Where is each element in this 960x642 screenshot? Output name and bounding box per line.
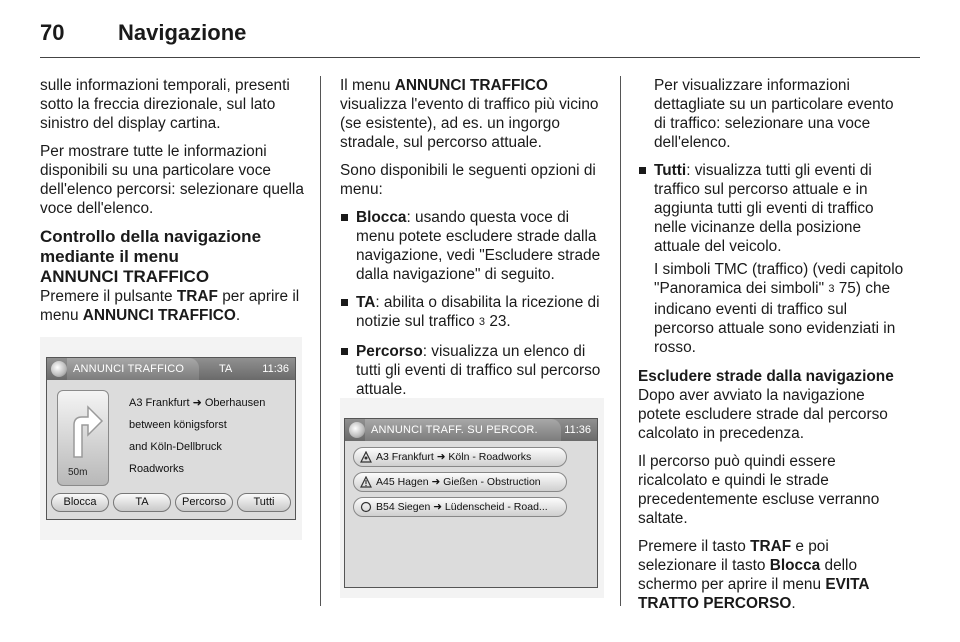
blocca-button[interactable]: Blocca (51, 493, 109, 512)
page-ref: 75) (838, 280, 861, 297)
text: che indicano eventi di traffico sul percorso attuale sono evidenziati in rosso. (654, 280, 896, 356)
list-item (638, 161, 904, 256)
traffic-screen-figure (40, 337, 302, 540)
bullet-square-icon (341, 214, 348, 221)
traf-key: TRAF (750, 538, 792, 555)
list-item (340, 293, 606, 333)
option-label: TA (356, 294, 376, 311)
list-item (340, 208, 606, 284)
bullet-square-icon (341, 348, 348, 355)
display-screen (344, 418, 598, 588)
page-header (40, 18, 920, 58)
text: . (791, 595, 796, 612)
circle-icon (360, 501, 372, 513)
ta-button[interactable]: TA (113, 493, 171, 512)
text: : visualizza un elenco di tutti gli eventi di traffico sul percorso attuale. (356, 343, 601, 398)
message-line: Roadworks (129, 463, 185, 475)
text: Il menu (340, 77, 395, 94)
list-item (340, 342, 606, 399)
text: visualizza l'evento di traffico più vicino (se esistente), ad es. un ingorgo stradale, sul percorso attuale. (340, 96, 599, 151)
roadworks-icon (360, 451, 372, 463)
option-label: Tutti (654, 162, 687, 179)
message-line: A3 Frankfurt ➜ Oberhausen (129, 397, 266, 409)
text: I simboli TMC (traffico) (vedi capitolo "Panoramica dei simboli" (654, 261, 904, 297)
screen-titlebar (345, 419, 597, 441)
route-event-text: B54 Siegen ➜ Lüdenscheid - Road... (376, 501, 548, 513)
message-line: between königsforst (129, 419, 227, 431)
direction-arrow-panel (57, 390, 109, 486)
text: : usando questa voce di menu potete escludere strade dalla navigazione, vedi "Escludere strade dalla navigazione" di seguito. (356, 209, 601, 283)
screen-title: ANNUNCI TRAFF. SU PERCOR. (371, 424, 538, 436)
heading-line: Controllo della navigazione (40, 227, 262, 246)
brand-logo-icon (51, 361, 67, 377)
message-line: and Köln-Dellbruck (129, 441, 222, 453)
blocca-key: Blocca (769, 557, 821, 574)
tutti-button[interactable]: Tutti (237, 493, 291, 512)
paragraph (40, 287, 304, 325)
route-traffic-screen-figure (340, 398, 604, 598)
text: : visualizza tutti gli eventi di traffico sul percorso attuale e in aggiunta tutti gli eventi di traffico nelle vicinanze della posizione attuale del veicolo. (654, 162, 874, 255)
traffic-message (129, 392, 265, 480)
column-1 (40, 76, 304, 334)
text: . (235, 307, 241, 324)
page-number: 70 (40, 20, 65, 45)
text: Premere il tasto (638, 538, 751, 555)
text: e poi selezionare il tasto (638, 538, 829, 574)
route-event-list (353, 447, 567, 522)
text: : abilita o disabilita la ricezione di notizie sul traffico (356, 294, 600, 330)
option-label: Percorso (356, 343, 423, 360)
column-divider (620, 76, 621, 606)
option-label: Blocca (356, 209, 407, 226)
percorso-button[interactable]: Percorso (175, 493, 233, 512)
ta-indicator: TA (219, 363, 233, 375)
page-title: Navigazione (118, 20, 247, 45)
distance-label: 50m (68, 467, 88, 478)
warning-icon (360, 476, 372, 488)
paragraph: Dopo aver avviato la navigazione potete escludere strade dal percorso calcolato in precedenza. (638, 387, 888, 442)
traf-key: TRAF (176, 288, 218, 305)
text: Premere il pulsante (40, 288, 177, 305)
section-heading (40, 227, 304, 287)
heading-line: mediante il menu (40, 247, 179, 266)
page-ref-icon: 3 (478, 316, 486, 328)
page-ref-icon: 3 (828, 283, 835, 295)
display-screen (46, 357, 296, 520)
route-event-item[interactable] (353, 472, 567, 492)
text: dello schermo per aprire il menu (638, 557, 858, 593)
paragraph (638, 260, 904, 357)
route-event-item[interactable] (353, 447, 567, 467)
menu-name: ANNUNCI TRAFFICO (394, 77, 548, 94)
paragraph: Sono disponibili le seguenti opzioni di menu: (340, 162, 596, 198)
section-heading: Escludere strade dalla navigazione (638, 368, 894, 385)
clock: 11:36 (262, 363, 289, 375)
screen-title: ANNUNCI TRAFFICO (73, 363, 185, 375)
paragraph (638, 537, 904, 613)
column-3 (638, 76, 904, 622)
column-divider (320, 76, 321, 606)
page-ref: 23. (489, 313, 511, 330)
route-event-text: A45 Hagen ➜ Gießen - Obstruction (376, 476, 541, 488)
bullet-square-icon (639, 167, 646, 174)
heading-line: ANNUNCI TRAFFICO (40, 267, 210, 286)
clock: 11:36 (564, 424, 591, 436)
column-2 (340, 76, 606, 408)
paragraph: Per mostrare tutte le informazioni disponibili su una particolare voce dell'elenco percorsi: selezionare quella voce dell'elenco. (40, 143, 304, 217)
menu-name: EVITA TRATTO PERCORSO (638, 576, 869, 612)
screen-button-row (51, 493, 291, 513)
turn-right-arrow-icon (64, 399, 104, 459)
route-event-item[interactable] (353, 497, 567, 517)
text: per aprire il menu (40, 288, 300, 324)
screen-titlebar (47, 358, 295, 380)
paragraph: Il percorso può quindi essere ricalcolato e quindi le strade precedentemente escluse verranno saltate. (638, 453, 880, 527)
paragraph: sulle informazioni temporali, presenti sotto la freccia direzionale, sul lato sinistro del display cartina. (40, 77, 290, 132)
paragraph (340, 76, 606, 152)
brand-logo-icon (349, 422, 365, 438)
bullet-square-icon (341, 299, 348, 306)
paragraph: Per visualizzare informazioni dettagliate su un particolare evento di traffico: selezionare una voce dell'elenco. (654, 77, 894, 151)
route-event-text: A3 Frankfurt ➜ Köln - Roadworks (376, 451, 532, 463)
menu-name: ANNUNCI TRAFFICO (82, 307, 236, 324)
